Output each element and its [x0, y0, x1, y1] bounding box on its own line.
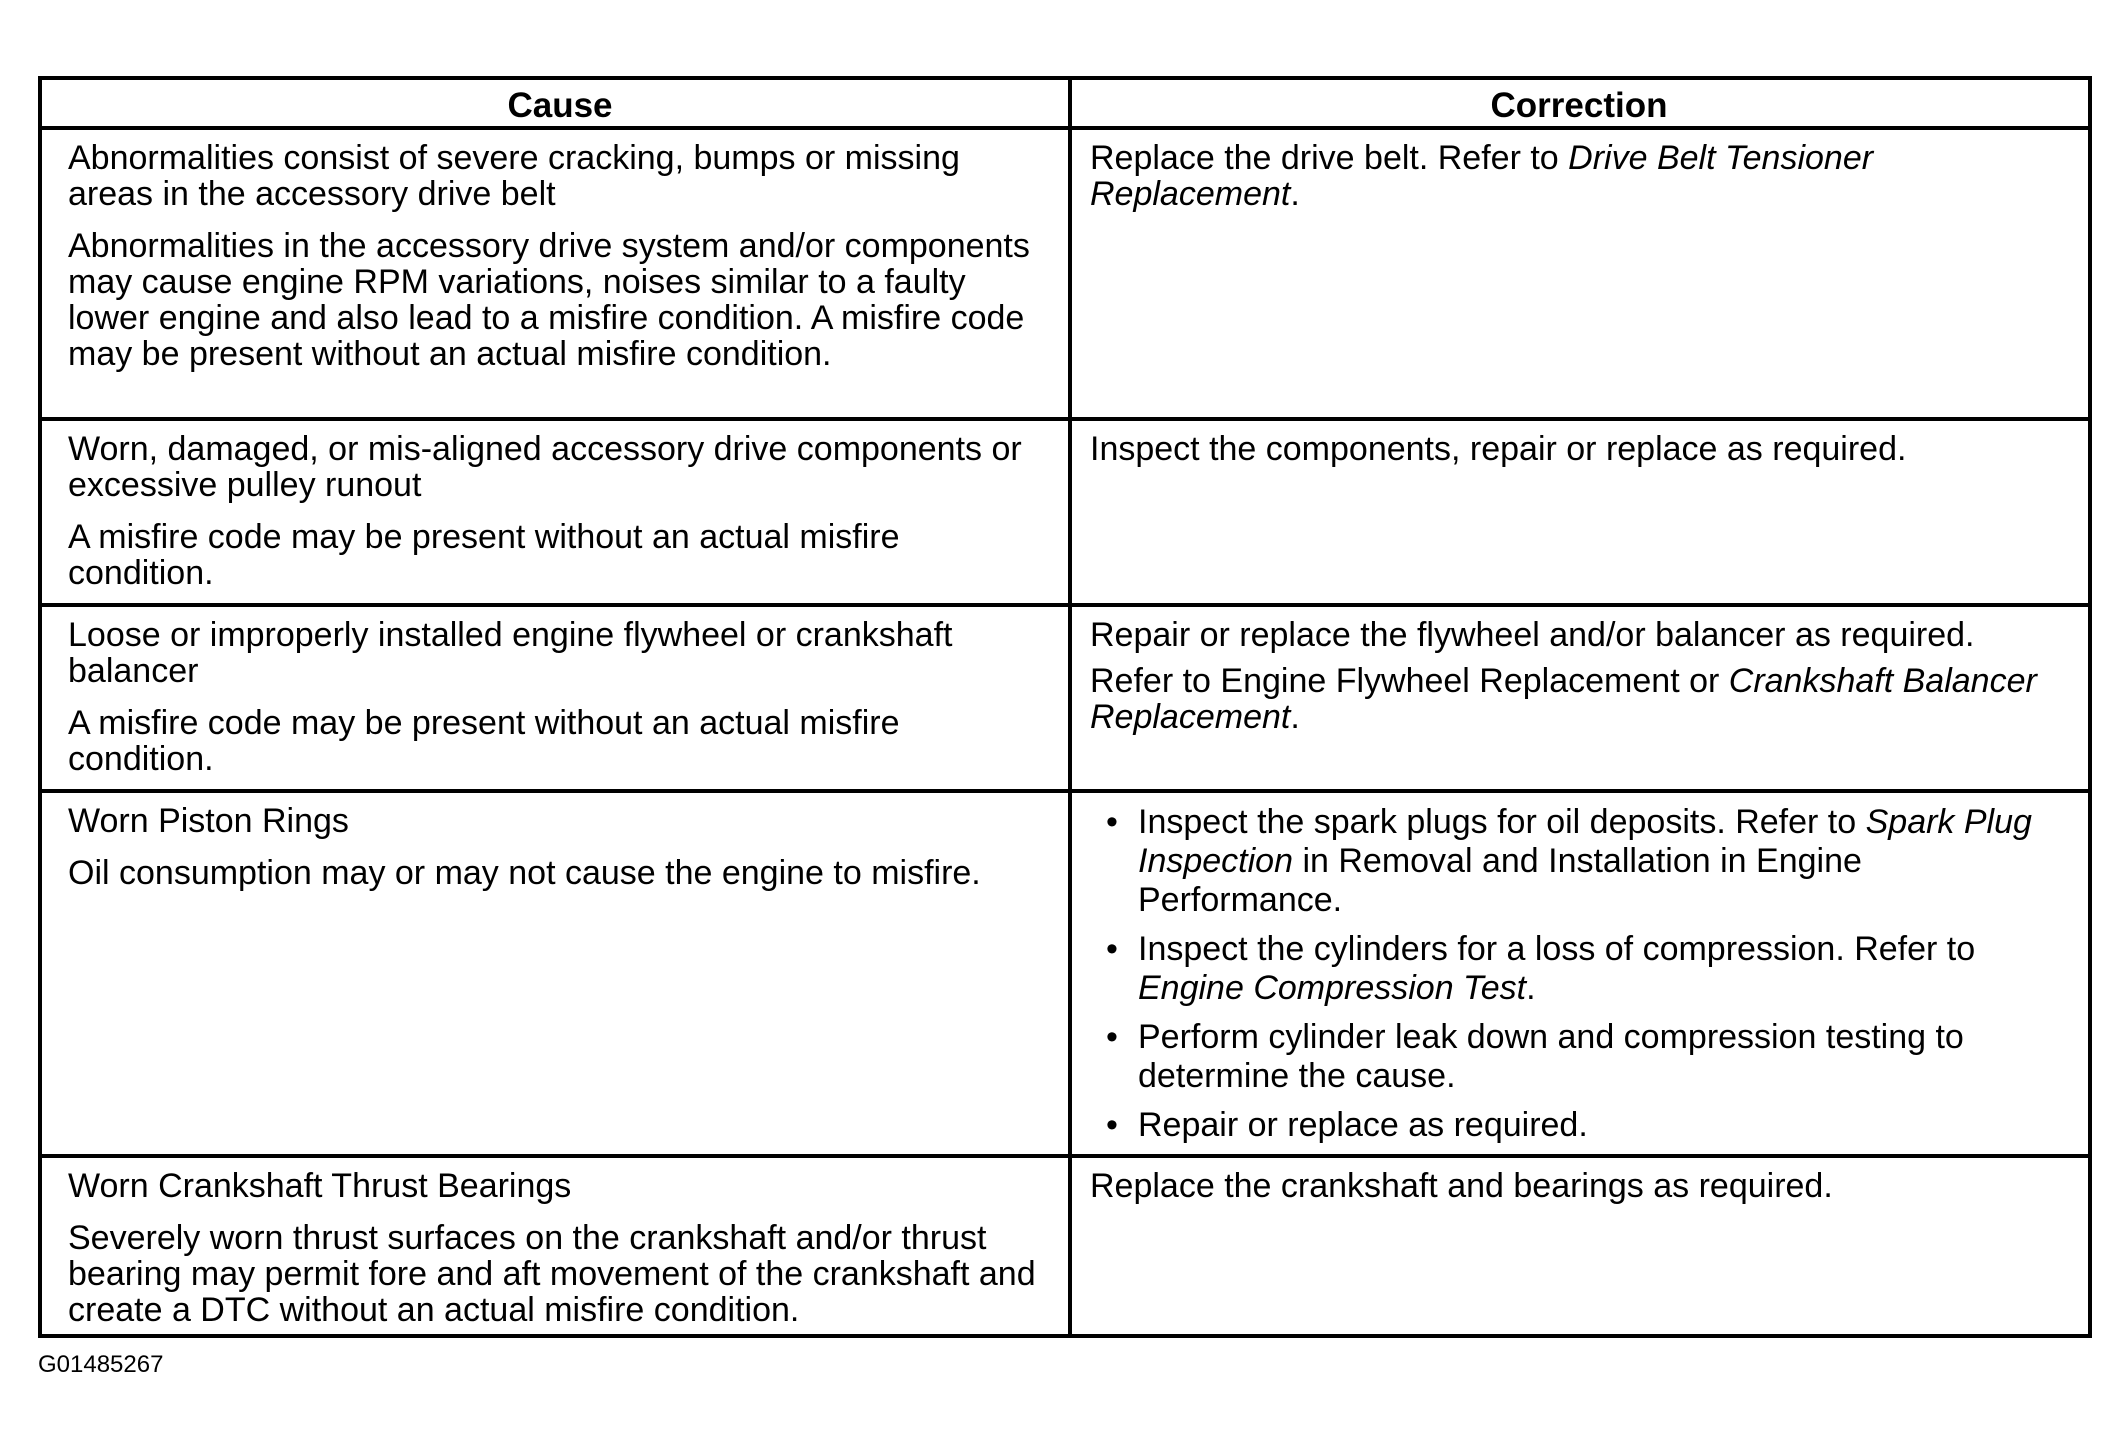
correction-text: Repair or replace the flywheel and/or balancer as required.	[1090, 616, 1975, 654]
cause-note: A misfire code may be present without an actual misfire condition.	[68, 518, 900, 592]
cause-text: Worn, damaged, or mis-aligned accessory drive components or excessive pulley runout	[68, 430, 1022, 504]
cause-cell	[42, 130, 1072, 417]
table-row	[42, 607, 2088, 793]
reference-link: Drive Belt Tensioner Replacement	[1090, 139, 1874, 213]
cause-cell	[42, 607, 1072, 789]
cause-cell	[42, 421, 1072, 603]
correction-text: Replace the crankshaft and bearings as required.	[1090, 1167, 1833, 1205]
cause-note: Abnormalities in the accessory drive system and/or components may cause engine RPM variations, noises similar to a faulty lower engine and also lead to a misfire condition. A misfire code may be present without an actual misfire condition.	[68, 227, 1030, 373]
correction-bullet-list	[1090, 803, 2068, 1145]
cause-note: Oil consumption may or may not cause the engine to misfire.	[68, 854, 981, 892]
table-row	[42, 421, 2088, 607]
figure-id: G01485267	[38, 1351, 164, 1378]
cause-text: Worn Crankshaft Thrust Bearings	[68, 1167, 572, 1205]
cause-note: A misfire code may be present without an actual misfire condition.	[68, 704, 900, 778]
table-row	[42, 130, 2088, 421]
correction-cell	[1072, 607, 2088, 789]
reference-link: Spark Plug Inspection	[1138, 803, 2032, 880]
correction-text: Replace the drive belt. Refer to Drive Belt Tensioner Replacement.	[1090, 139, 1874, 213]
cause-correction-table	[38, 76, 2092, 1338]
correction-cell	[1072, 130, 2088, 417]
reference-link: Crankshaft Balancer Replacement	[1090, 662, 2037, 736]
list-item: • Inspect the cylinders for a loss of compression. Refer to Engine Compression Test.	[1138, 930, 2068, 1008]
table-header	[42, 80, 2088, 130]
cause-note: Severely worn thrust surfaces on the crankshaft and/or thrust bearing may permit fore and aft movement of the crankshaft and create a DTC without an actual misfire condition.	[68, 1219, 1036, 1329]
list-item: • Perform cylinder leak down and compression testing to determine the cause.	[1138, 1018, 2068, 1096]
cause-cell	[42, 1158, 1072, 1334]
correction-column-header: Correction	[1490, 85, 1668, 125]
cause-cell	[42, 793, 1072, 1154]
correction-reference: Refer to Engine Flywheel Replacement or Crankshaft Balancer Replacement.	[1090, 662, 2037, 736]
list-item: • Inspect the spark plugs for oil deposits. Refer to Spark Plug Inspection in Removal and Installation in Engine Performance.	[1138, 803, 2068, 920]
correction-text: Inspect the components, repair or replace as required.	[1090, 430, 1907, 468]
cause-text: Loose or improperly installed engine flywheel or crankshaft balancer	[68, 616, 953, 690]
correction-cell	[1072, 1158, 2088, 1334]
cause-text: Worn Piston Rings	[68, 802, 349, 840]
list-item: • Repair or replace as required.	[1138, 1106, 2068, 1145]
correction-cell	[1072, 793, 2088, 1154]
cause-column-header: Cause	[42, 80, 1072, 126]
table-row	[42, 793, 2088, 1158]
reference-link: Engine Compression Test	[1138, 969, 1527, 1007]
cause-text: Abnormalities consist of severe cracking, bumps or missing areas in the accessory drive belt	[68, 139, 960, 213]
table-row	[42, 1158, 2088, 1334]
correction-cell	[1072, 421, 2088, 603]
